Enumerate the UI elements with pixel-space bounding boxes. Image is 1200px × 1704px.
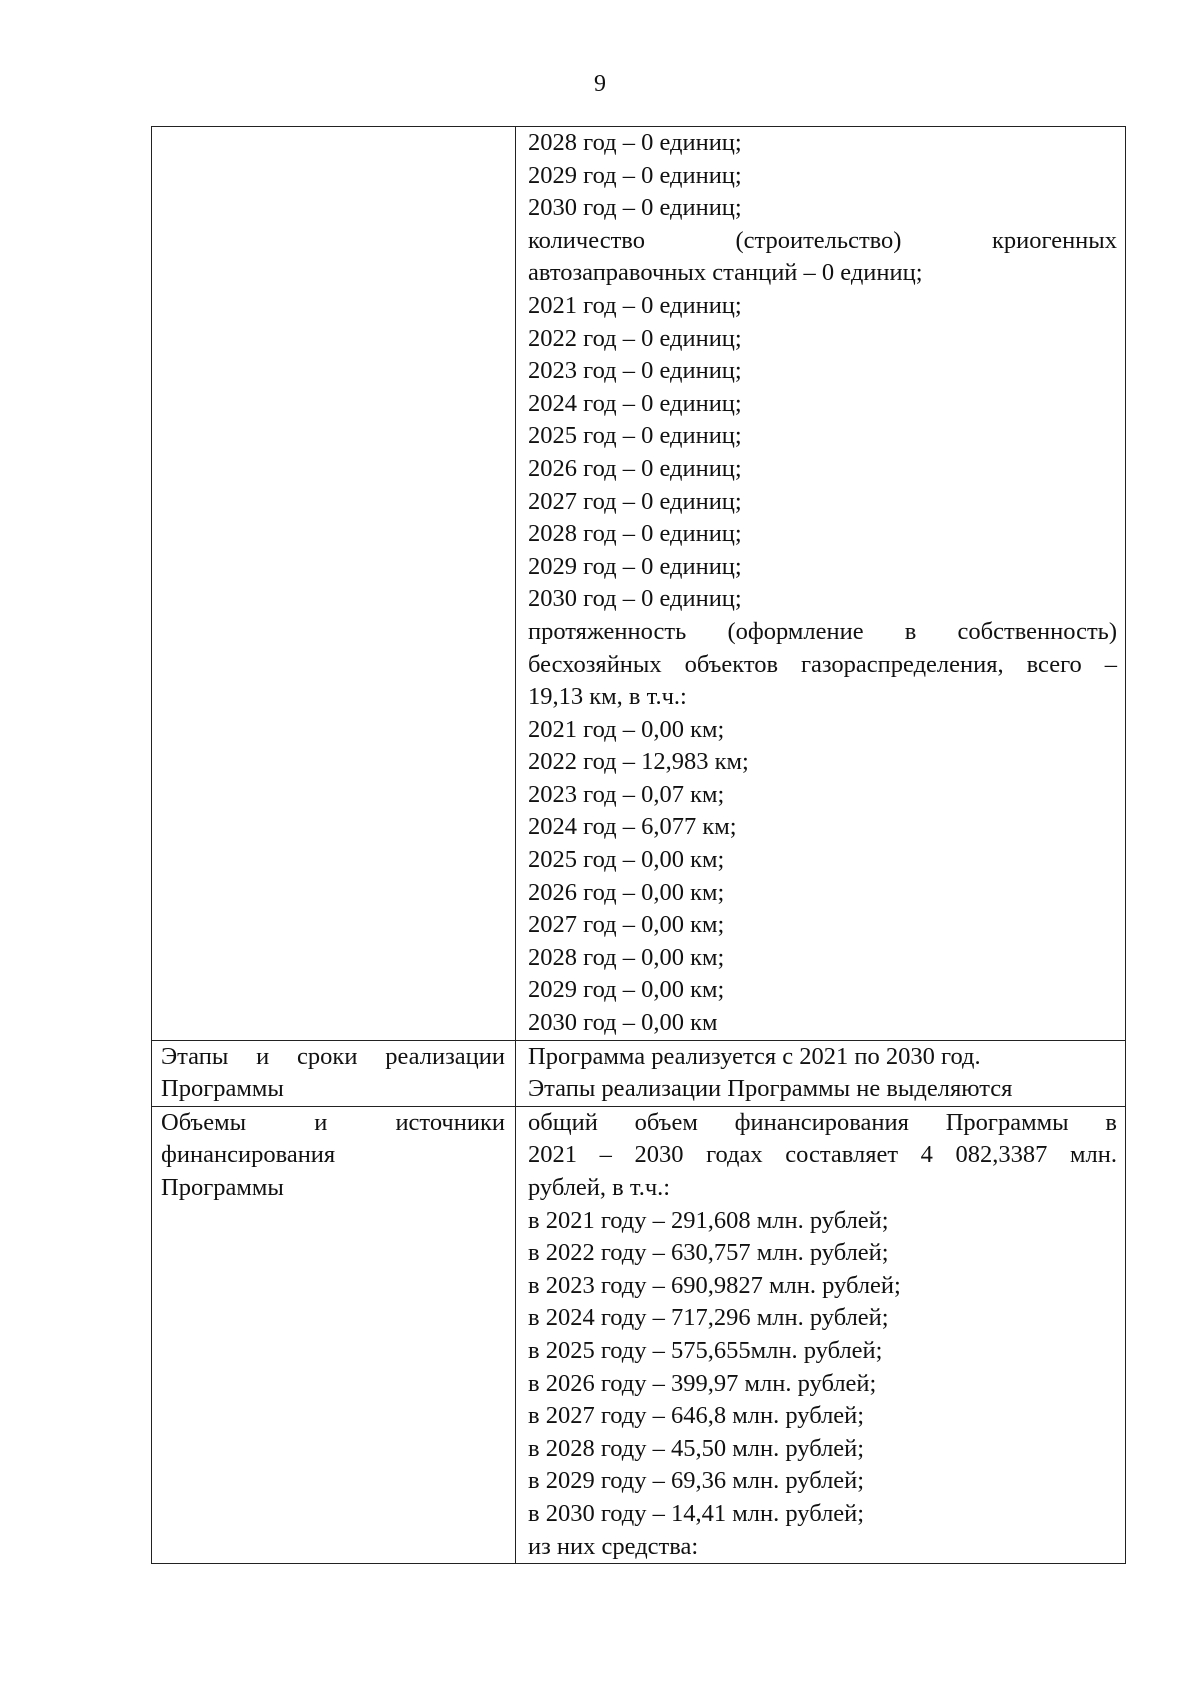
section-title-cell [152, 127, 516, 1041]
content-line: 2028 год – 0 единиц; [528, 520, 742, 548]
section-content-cell [516, 1040, 1126, 1106]
content-line: 2027 год – 0 единиц; [528, 487, 742, 515]
content-line: бесхозяйных объектов газораспределения, всего – [528, 650, 1117, 678]
content-line: 2022 год – 12,983 км; [528, 748, 749, 776]
content-line: 2028 год – 0 единиц; [528, 129, 742, 156]
page-number: 9 [594, 71, 606, 97]
content-line: в 2024 году – 717,296 млн. рублей; [528, 1304, 889, 1332]
table-row [152, 1040, 1126, 1106]
section-content-cell [516, 1106, 1126, 1563]
content-line: в 2029 году – 69,36 млн. рублей; [528, 1467, 865, 1495]
content-line: в 2026 году – 399,97 млн. рублей; [528, 1369, 877, 1397]
content-line: в 2030 году – 14,41 млн. рублей; [528, 1499, 865, 1527]
content-line: в 2025 году – 575,655млн. рублей; [528, 1336, 883, 1364]
content-line: 2024 год – 0 единиц; [528, 389, 742, 417]
section-title-line: Объемы и источники [161, 1108, 505, 1136]
section-title-line: Этапы и сроки реализации [161, 1042, 505, 1070]
section-title-line: финансирования [161, 1141, 336, 1169]
content-line: 2023 год – 0 единиц; [528, 357, 742, 385]
content-line: в 2027 году – 646,8 млн. рублей; [528, 1402, 865, 1430]
section-title-cell [152, 1040, 516, 1106]
section-title-line: Программы [161, 1075, 284, 1103]
content-line: протяженность (оформление в собственность) [528, 617, 1117, 645]
content-line: количество (строительство) криогенных [528, 226, 1117, 254]
content-line: 19,13 км, в т.ч.: [528, 683, 687, 711]
content-line: 2023 год – 0,07 км; [528, 780, 725, 808]
content-line: 2029 год – 0 единиц; [528, 552, 742, 580]
content-line: автозаправочных станций – 0 единиц; [528, 259, 923, 287]
section-content-cell [516, 127, 1126, 1041]
section-title-line: Программы [161, 1174, 284, 1201]
content-line: в 2023 году – 690,9827 млн. рублей; [528, 1271, 901, 1299]
content-line: 2028 год – 0,00 км; [528, 943, 725, 971]
content-line: 2026 год – 0,00 км; [528, 878, 725, 906]
content-line: 2025 год – 0,00 км; [528, 846, 725, 874]
content-line: 2029 год – 0 единиц; [528, 161, 742, 189]
content-line: 2022 год – 0 единиц; [528, 324, 742, 352]
content-line: в 2022 году – 630,757 млн. рублей; [528, 1239, 889, 1267]
content-line: 2029 год – 0,00 км; [528, 976, 725, 1004]
content-line: 2030 год – 0,00 км [528, 1009, 718, 1037]
table-row [152, 1106, 1126, 1563]
content-line: из них средства: [528, 1532, 699, 1560]
content-line: 2030 год – 0 единиц; [528, 585, 742, 613]
section-title-cell [152, 1106, 516, 1563]
content-line: 2027 год – 0,00 км; [528, 911, 725, 939]
content-line: в 2021 году – 291,608 млн. рублей; [528, 1206, 889, 1234]
content-line: 2021 год – 0 единиц; [528, 291, 742, 319]
content-line: 2021 – 2030 годах составляет 4 082,3387 млн. [528, 1141, 1117, 1169]
content-line: 2021 год – 0,00 км; [528, 715, 725, 743]
content-line: Этапы реализации Программы не выделяются [528, 1075, 1013, 1103]
content-line: рублей, в т.ч.: [528, 1174, 671, 1201]
program-passport-table [151, 126, 1126, 1564]
content-line: 2026 год – 0 единиц; [528, 454, 742, 482]
content-line: 2025 год – 0 единиц; [528, 422, 742, 450]
content-line: Программа реализуется с 2021 по 2030 год. [528, 1042, 981, 1070]
content-line: 2024 год – 6,077 км; [528, 813, 737, 841]
table-row [152, 127, 1126, 1041]
content-line: 2030 год – 0 единиц; [528, 194, 742, 222]
content-line: общий объем финансирования Программы в [528, 1108, 1117, 1136]
content-line: в 2028 году – 45,50 млн. рублей; [528, 1434, 865, 1462]
